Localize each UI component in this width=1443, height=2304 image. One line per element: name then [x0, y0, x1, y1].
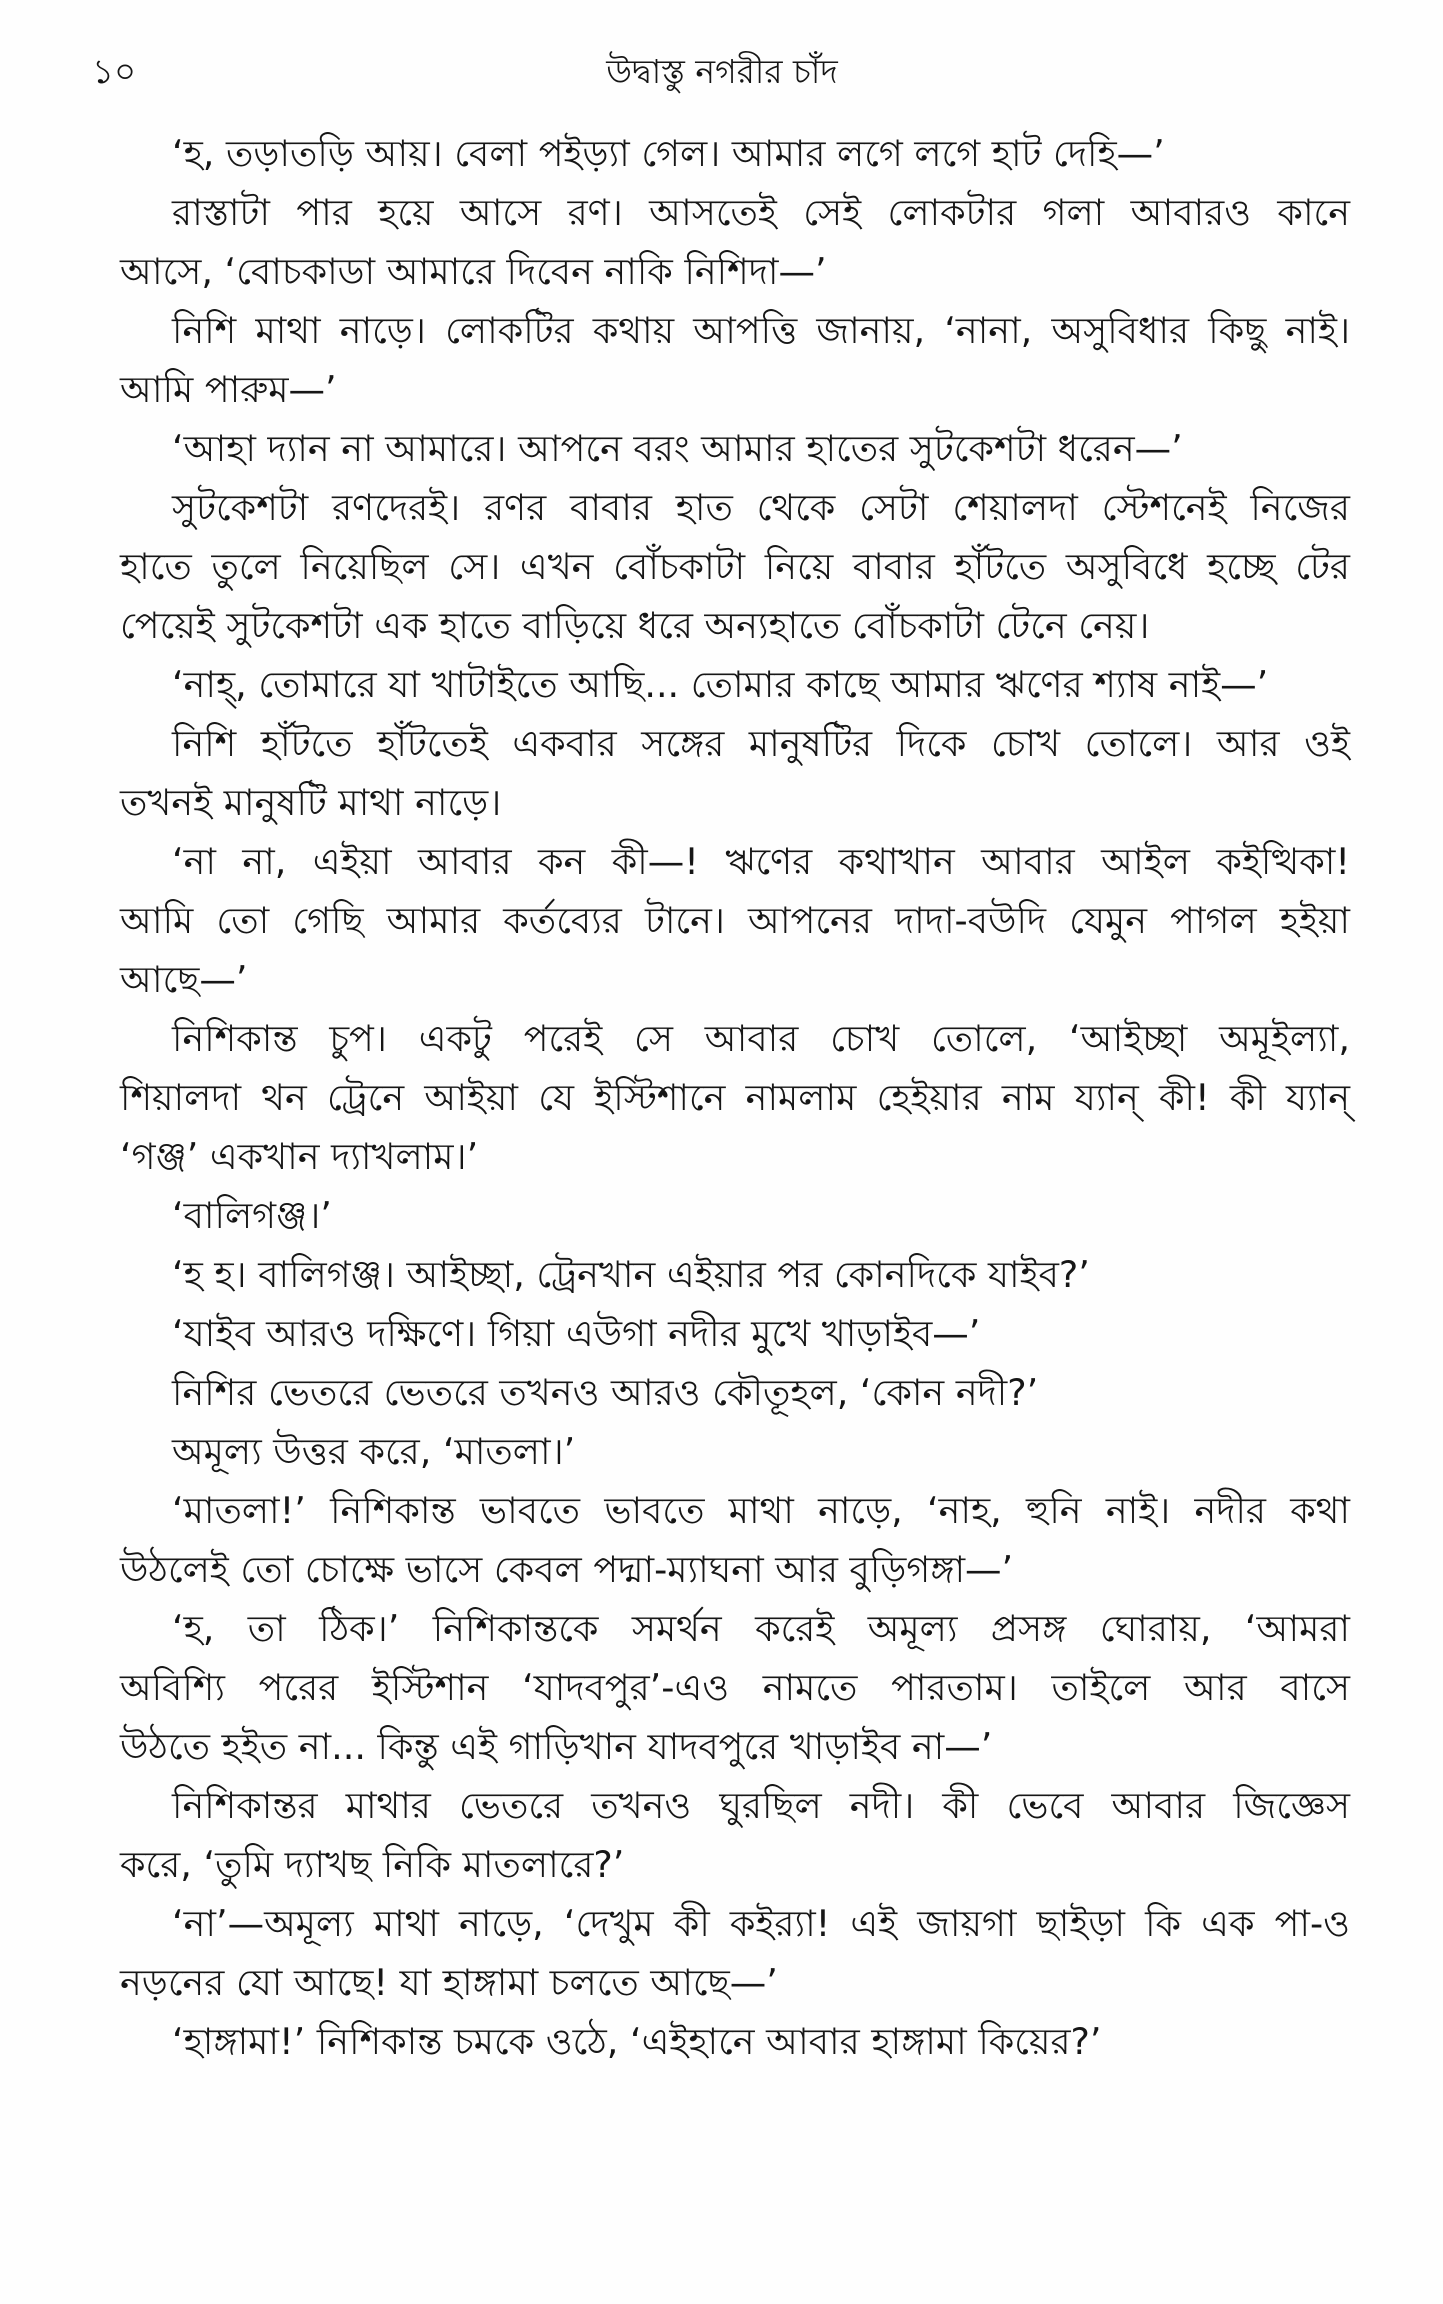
text-line: ‘হ হ। বালিগঞ্জ। আইচ্ছা, ট্রেনখান এইয়ার পর কোনদিকে যাইব?’: [172, 1253, 1090, 1296]
running-title: উদ্বাস্তু নগরীর চাঁদ: [606, 52, 838, 91]
text-line: অবিশ্যি পরের ইস্টিশান ‘যাদবপুর’-এও নামতে পারতাম। তাইলে আর বাসে: [120, 1666, 1350, 1709]
text-line: ‘না না, এইয়া আবার কন কী—! ঋণের কথাখান আবার আইল কইত্থিকা!: [172, 840, 1350, 883]
text-line: ‘মাতলা!’ নিশিকান্ত ভাবতে ভাবতে মাথা নাড়ে, ‘নাহ, হুনি নাই। নদীর কথা: [172, 1489, 1350, 1532]
page-number: ১০: [92, 52, 137, 92]
text-line: ‘না’—অমূল্য মাথা নাড়ে, ‘দেখুম কী কইর‍্যা! এই জায়গা ছাইড়া কি এক পা-ও: [172, 1902, 1350, 1945]
text-line: আমি পারুম—’: [120, 368, 337, 411]
text-line: আছে—’: [120, 958, 248, 1001]
text-line: নিশিকান্তর মাথার ভেতরে তখনও ঘুরছিল নদী। কী ভেবে আবার জিজ্ঞেস: [172, 1784, 1350, 1827]
text-line: আমি তো গেছি আমার কর্তব্যের টানে। আপনের দাদা-বউদি যেমুন পাগল হইয়া: [120, 899, 1350, 942]
text-line: ‘হ, তড়াতড়ি আয়। বেলা পইড়্যা গেল। আমার লগে লগে হাট দেহি—’: [172, 132, 1165, 175]
text-line: হাতে তুলে নিয়েছিল সে। এখন বোঁচকাটা নিয়ে বাবার হাঁটতে অসুবিধে হচ্ছে টের: [120, 545, 1350, 588]
text-line: পেয়েই সুটকেশটা এক হাতে বাড়িয়ে ধরে অন্যহাতে বোঁচকাটা টেনে নেয়।: [120, 604, 1150, 647]
text-line: ‘নাহ্, তোমারে যা খাটাইতে আছি... তোমার কাছে আমার ঋণের শ্যাষ নাই—’: [172, 663, 1269, 706]
text-line: শিয়ালদা থন ট্রেনে আইয়া যে ইস্টিশানে নামলাম হেইয়ার নাম য্যান্ কী! কী য্যান্: [120, 1076, 1350, 1119]
text-line: ‘গঞ্জ’ একখান দ্যাখলাম।’: [120, 1135, 479, 1178]
text-line: ‘আহা দ্যান না আমারে। আপনে বরং আমার হাতের সুটকেশটা ধরেন—’: [172, 427, 1183, 470]
text-line: তখনই মানুষটি মাথা নাড়ে।: [120, 781, 502, 824]
text-line: উঠলেই তো চোক্ষে ভাসে কেবল পদ্মা-ম্যাঘনা আর বুড়িগঙ্গা—’: [120, 1548, 1014, 1591]
text-line: করে, ‘তুমি দ্যাখছ নিকি মাতলারে?’: [120, 1843, 625, 1886]
text-line: ‘হ, তা ঠিক।’ নিশিকান্তকে সমর্থন করেই অমূল্য প্রসঙ্গ ঘোরায়, ‘আমরা: [172, 1607, 1350, 1650]
page-header: [92, 38, 1352, 98]
text-line: সুটকেশটা রণদেরই। রণর বাবার হাত থেকে সেটা শেয়ালদা স্টেশনেই নিজের: [172, 486, 1350, 529]
text-line: ‘যাইব আরও দক্ষিণে। গিয়া এউগা নদীর মুখে খাড়াইব—’: [172, 1312, 981, 1355]
text-line: রাস্তাটা পার হয়ে আসে রণ। আসতেই সেই লোকটার গলা আবারও কানে: [172, 191, 1350, 234]
text-line: নিশি মাথা নাড়ে। লোকটির কথায় আপত্তি জানায়, ‘নানা, অসুবিধার কিছু নাই।: [172, 309, 1350, 352]
text-line: উঠতে হইত না... কিন্তু এই গাড়িখান যাদবপুরে খাড়াইব না—’: [120, 1725, 993, 1768]
text-line: নড়নের যো আছে! যা হাঙ্গামা চলতে আছে—’: [120, 1961, 778, 2004]
body-text: [120, 124, 1350, 2071]
text-line: নিশির ভেতরে ভেতরে তখনও আরও কৌতূহল, ‘কোন নদী?’: [172, 1371, 1039, 1414]
text-line: অমূল্য উত্তর করে, ‘মাতলা।’: [172, 1430, 576, 1473]
text-line: ‘হাঙ্গামা!’ নিশিকান্ত চমকে ওঠে, ‘এইহানে আবার হাঙ্গামা কিয়ের?’: [172, 2020, 1102, 2063]
text-line: নিশিকান্ত চুপ। একটু পরেই সে আবার চোখ তোলে, ‘আইচ্ছা অমূইল্যা,: [172, 1017, 1350, 1060]
text-line: নিশি হাঁটতে হাঁটতেই একবার সঙ্গের মানুষটির দিকে চোখ তোলে। আর ওই: [172, 722, 1350, 765]
text-line: আসে, ‘বোচকাডা আমারে দিবেন নাকি নিশিদা—’: [120, 250, 827, 293]
text-line: ‘বালিগঞ্জ।’: [172, 1194, 332, 1237]
